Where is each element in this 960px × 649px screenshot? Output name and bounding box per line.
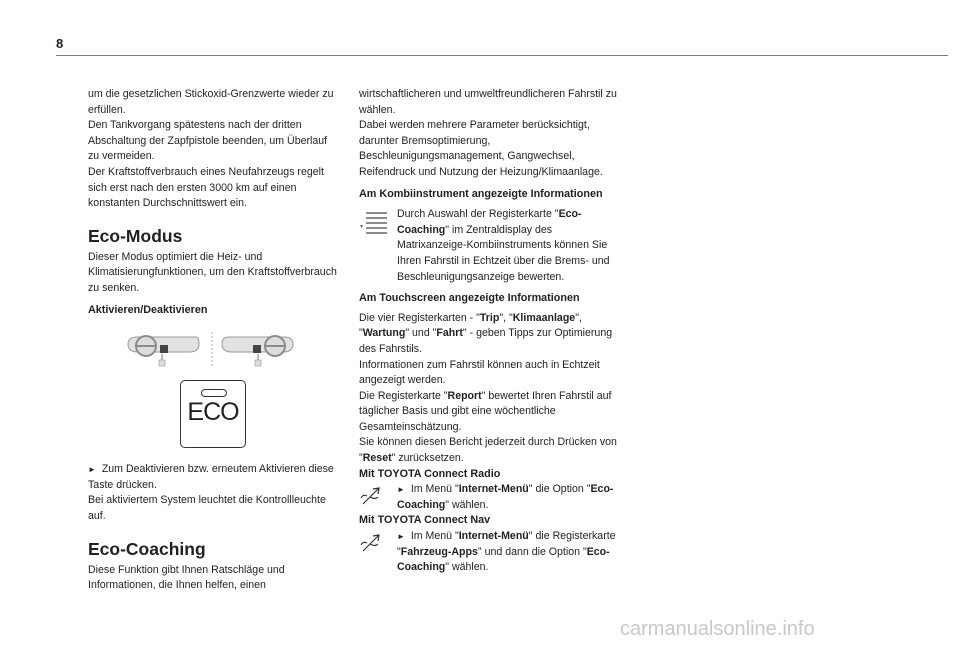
right-column <box>359 87 619 576</box>
watermark: carmanualsonline.info <box>620 618 815 640</box>
divider-dashed-line <box>210 332 214 368</box>
hand-touch-icon <box>359 484 383 508</box>
intro-paragraph: um die gesetzlichen Stickoxid-Grenzwerte wieder zu erfüllen. <box>88 88 334 116</box>
connect-nav-heading: Mit TOYOTA Connect Nav <box>359 514 491 527</box>
steering-wheel-rhd-icon <box>220 334 295 368</box>
connect-radio-heading: Mit TOYOTA Connect Radio <box>359 467 501 480</box>
arrow-right-icon: ► <box>88 465 96 475</box>
kombi-heading: Am Kombiinstrument angezeigte Informationen <box>359 187 603 200</box>
left-column <box>88 87 338 594</box>
eco-coaching-title: Eco-Coaching <box>88 538 206 559</box>
eco-modus-subtitle: Aktivieren/Deaktivieren <box>88 303 208 316</box>
eco-coaching-text: Diese Funktion gibt Ihnen Ratschläge und Informationen, die Ihnen helfen, einen <box>88 563 285 592</box>
intro-paragraph: wirtschaftlicheren und umweltfreundlicheren Fahrstil zu wählen. <box>359 88 617 116</box>
steering-wheel-lhd-icon <box>126 334 201 368</box>
eco-button-label: ECO <box>187 398 239 427</box>
eco-modus-text: Dieser Modus optimiert die Heiz- und Klimatisierungfunktionen, um den Kraftstoffverbrauch zu senken. <box>88 250 337 294</box>
arrow-right-icon: ► <box>397 532 405 542</box>
intro-paragraph: Dabei werden mehrere Parameter berücksichtigt, darunter Bremsoptimierung, Beschleunigungsmanagement, Gangwechsel, Reifendruck und Nutzung der Heizung/Klimaanlage. <box>359 119 603 178</box>
kombi-paragraph: Durch Auswahl der Registerkarte "Eco-Coaching" im Zentraldisplay des Matrixanzeige-Kombiinstruments können Sie Ihren Fahrstil in Echtzeit über die Brems- und Beschleunigungsanzeige bewerten. <box>359 207 619 285</box>
touch-paragraph: Die vier Registerkarten - "Trip", "Klimaanlage", "Wartung" und "Fahrt" - geben Tipps zur Optimierung des Fahrstils. <box>359 311 613 355</box>
eco-button <box>180 380 246 448</box>
eco-modus-note: Bei aktiviertem System leuchtet die Kontrollleuchte auf. <box>88 494 326 522</box>
indicator-light <box>201 389 227 397</box>
touch-paragraph: Sie können diesen Bericht jederzeit durch Drücken von "Reset" zurücksetzen. <box>359 436 617 465</box>
connect-nav-step: ► Im Menü "Internet-Menü" die Registerkarte "Fahrzeug-Apps" und dann die Option "Eco-Coaching" wählen. <box>359 529 619 576</box>
intro-paragraph: Den Tankvorgang spätestens nach der dritten Abschaltung der Zapfpistole beenden, um Überlauf zu vermeiden. <box>88 119 328 163</box>
eco-modus-instruction: ► Zum Deaktivieren bzw. erneutem Aktivieren diese Taste drücken. <box>88 463 334 491</box>
page-number: 8 <box>56 36 64 51</box>
intro-paragraph: Der Kraftstoffverbrauch eines Neufahrzeugs regelt sich erst nach den ersten 3000 km auf einen konstanten Durchschnittswert ein. <box>88 165 324 210</box>
arrow-right-icon: ► <box>397 485 405 495</box>
touch-paragraph: Die Registerkarte "Report" bewertet Ihren Fahrstil auf täglicher Basis und gibt eine wöchentliche Gesamteinschätzung. <box>359 389 612 433</box>
eco-modus-title: Eco-Modus <box>88 225 183 246</box>
touch-heading: Am Touchscreen angezeigte Informationen <box>359 292 580 305</box>
hand-touch-icon <box>359 531 383 555</box>
matrix-display-icon <box>359 209 389 237</box>
connect-radio-step: ► Im Menü "Internet-Menü" die Option "Eco-Coaching" wählen. <box>359 482 619 513</box>
header-rule <box>56 55 948 56</box>
touch-paragraph: Informationen zum Fahrstil können auch in Echtzeit angezeigt werden. <box>359 358 600 387</box>
eco-button-illustration <box>88 330 338 454</box>
